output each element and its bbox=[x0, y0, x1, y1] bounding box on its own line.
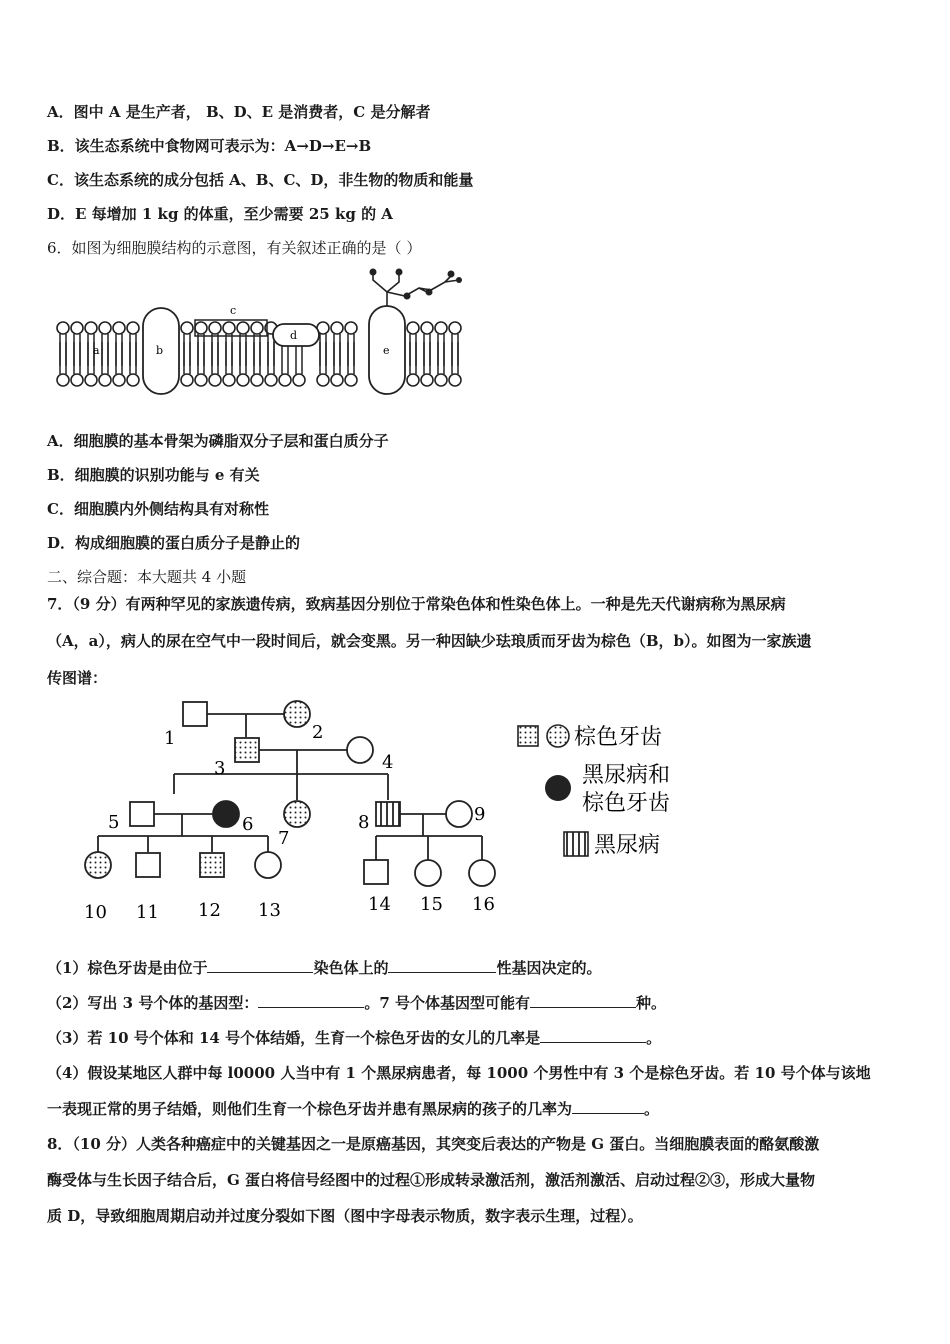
individual-4-female bbox=[347, 737, 373, 763]
legend-both-line2: 棕色牙齿 bbox=[582, 791, 671, 816]
individual-10-female-brown-teeth bbox=[85, 852, 111, 878]
label-15: 15 bbox=[420, 894, 443, 915]
q8-stem-line1: 8．（10 分）人类各种癌症中的关键基因之一是原癌基因，其突变后表达的产物是 G 蛋白。当细胞膜表面的酪氨酸激 bbox=[47, 1135, 820, 1153]
legend-alkaptonuria: 黑尿病 bbox=[594, 833, 661, 858]
q5-option-c: C．该生态系统的成分包括 A、B、C、D，非生物的物质和能量 bbox=[47, 171, 474, 189]
label-16: 16 bbox=[472, 894, 495, 915]
individual-14-male bbox=[364, 860, 388, 884]
q8-stem-line3: 质 D，导致细胞周期启动并过度分裂如下图（图中字母表示物质，数字表示生理，过程）。 bbox=[47, 1207, 643, 1225]
q7-sub3-part-b: 。 bbox=[646, 1029, 662, 1047]
individual-1-male bbox=[183, 702, 207, 726]
individual-9-female bbox=[446, 801, 472, 827]
q7-sub1-part-b: 染色体上的 bbox=[313, 959, 389, 977]
label-7: 7 bbox=[278, 828, 290, 849]
individual-7-female-brown-teeth bbox=[284, 801, 310, 827]
individual-2-female-brown-teeth bbox=[284, 701, 310, 727]
individual-11-male bbox=[136, 853, 160, 877]
legend-brown-teeth: 棕色牙齿 bbox=[574, 725, 663, 750]
answer-blank-4[interactable] bbox=[530, 993, 636, 1008]
q7-stem-line3: 传图谱： bbox=[47, 669, 108, 687]
individual-3-male-brown-teeth bbox=[235, 738, 259, 762]
glycoprotein-chain bbox=[373, 272, 459, 306]
q6-option-c: C．细胞膜内外侧结构具有对称性 bbox=[47, 500, 269, 518]
q8-stem-line2: 酶受体与生长因子结合后，G 蛋白将信号经图中的过程①形成转录激活剂，激活剂激活、启动过程②③，形成大量物 bbox=[47, 1171, 816, 1189]
q7-sub4-part-a: 一表现正常的男子结婚，则他们生育一个棕色牙齿并患有黑尿病的孩子的几率为 bbox=[47, 1100, 573, 1118]
q6-stem: 6．如图为细胞膜结构的示意图，有关叙述正确的是（ ） bbox=[47, 239, 422, 257]
q5-option-d: D．E 每增加 1 kg 的体重，至少需要 25 kg 的 A bbox=[47, 205, 393, 223]
answer-blank-3[interactable] bbox=[258, 993, 364, 1008]
individual-12-male-brown-teeth bbox=[200, 853, 224, 877]
label-1: 1 bbox=[164, 728, 176, 749]
legend-both-line1: 黑尿病和 bbox=[582, 763, 671, 788]
label-12: 12 bbox=[198, 900, 221, 921]
q7-sub4-line2 bbox=[47, 1099, 659, 1119]
label-13: 13 bbox=[258, 900, 281, 921]
label-10: 10 bbox=[84, 902, 107, 923]
individual-6-female-both bbox=[213, 801, 239, 827]
label-2: 2 bbox=[312, 722, 324, 743]
individual-5-male bbox=[130, 802, 154, 826]
pedigree-lines bbox=[98, 714, 482, 860]
label-3: 3 bbox=[214, 758, 226, 779]
pedigree-legend bbox=[518, 725, 670, 858]
q7-sub1 bbox=[47, 958, 601, 978]
glycoprotein-dots bbox=[370, 269, 463, 300]
legend-circle-brown-teeth bbox=[547, 725, 569, 747]
section-heading: 二、综合题：本大题共 4 小题 bbox=[47, 568, 247, 586]
label-c: c bbox=[230, 304, 237, 317]
label-11: 11 bbox=[136, 902, 159, 923]
q6-option-b: B．细胞膜的识别功能与 e 有关 bbox=[47, 466, 260, 484]
pedigree-chart bbox=[78, 690, 738, 930]
legend-striped-square bbox=[564, 832, 588, 856]
answer-blank-1[interactable] bbox=[207, 958, 313, 973]
label-a: a bbox=[93, 344, 100, 357]
q5-option-a: A．图中 A 是生产者， B、D、E 是消费者，C 是分解者 bbox=[47, 103, 431, 121]
answer-blank-5[interactable] bbox=[540, 1028, 646, 1043]
legend-square-brown-teeth bbox=[518, 726, 538, 746]
q7-sub4-part-b: 。 bbox=[644, 1100, 660, 1118]
label-4: 4 bbox=[382, 752, 394, 773]
q7-sub2-part-c: 种。 bbox=[636, 994, 667, 1012]
q7-sub3 bbox=[47, 1028, 661, 1048]
label-5: 5 bbox=[108, 812, 120, 833]
q7-sub2-part-a: （2）写出 3 号个体的基因型： bbox=[47, 994, 259, 1012]
q7-sub2 bbox=[47, 993, 666, 1013]
label-d: d bbox=[290, 329, 298, 342]
label-8: 8 bbox=[358, 812, 370, 833]
legend-filled-circle bbox=[545, 775, 571, 801]
q7-sub1-part-c: 性基因决定的。 bbox=[496, 959, 602, 977]
individual-8-male-alkaptonuria bbox=[376, 802, 400, 826]
label-e: e bbox=[383, 344, 390, 357]
answer-blank-2[interactable] bbox=[388, 958, 496, 973]
q6-option-d: D．构成细胞膜的蛋白质分子是静止的 bbox=[47, 534, 301, 552]
individual-16-female bbox=[469, 860, 495, 886]
q7-sub4-line1: （4）假设某地区人群中每 l0000 人当中有 1 个黑尿病患者，每 1000 个男性中有 3 个是棕色牙齿。若 10 号个体与该地 bbox=[47, 1064, 871, 1082]
q7-sub3-part-a: （3）若 10 号个体和 14 号个体结婚，生育一个棕色牙齿的女儿的几率是 bbox=[47, 1029, 541, 1047]
individual-13-female bbox=[255, 852, 281, 878]
label-9: 9 bbox=[474, 804, 486, 825]
q6-option-a: A．细胞膜的基本骨架为磷脂双分子层和蛋白质分子 bbox=[47, 432, 389, 450]
q5-option-b: B．该生态系统中食物网可表示为：A→D→E→B bbox=[47, 137, 372, 155]
label-b: b bbox=[156, 344, 164, 357]
q7-stem-line1: 7．（9 分）有两种罕见的家族遗传病，致病基因分别位于常染色体和性染色体上。一种是先天代谢病称为黑尿病 bbox=[47, 595, 786, 613]
answer-blank-6[interactable] bbox=[572, 1099, 644, 1114]
q7-stem-line2: （A，a），病人的尿在空气中一段时间后，就会变黑。另一种因缺少珐琅质而牙齿为棕色（B，b）。如图为一家族遗 bbox=[47, 632, 812, 650]
label-6: 6 bbox=[242, 814, 254, 835]
cell-membrane-figure bbox=[47, 268, 467, 398]
q7-sub1-part-a: （1）棕色牙齿是由位于 bbox=[47, 959, 208, 977]
individual-15-female bbox=[415, 860, 441, 886]
q7-sub2-part-b: 。7 号个体基因型可能有 bbox=[364, 994, 530, 1012]
label-14: 14 bbox=[368, 894, 391, 915]
